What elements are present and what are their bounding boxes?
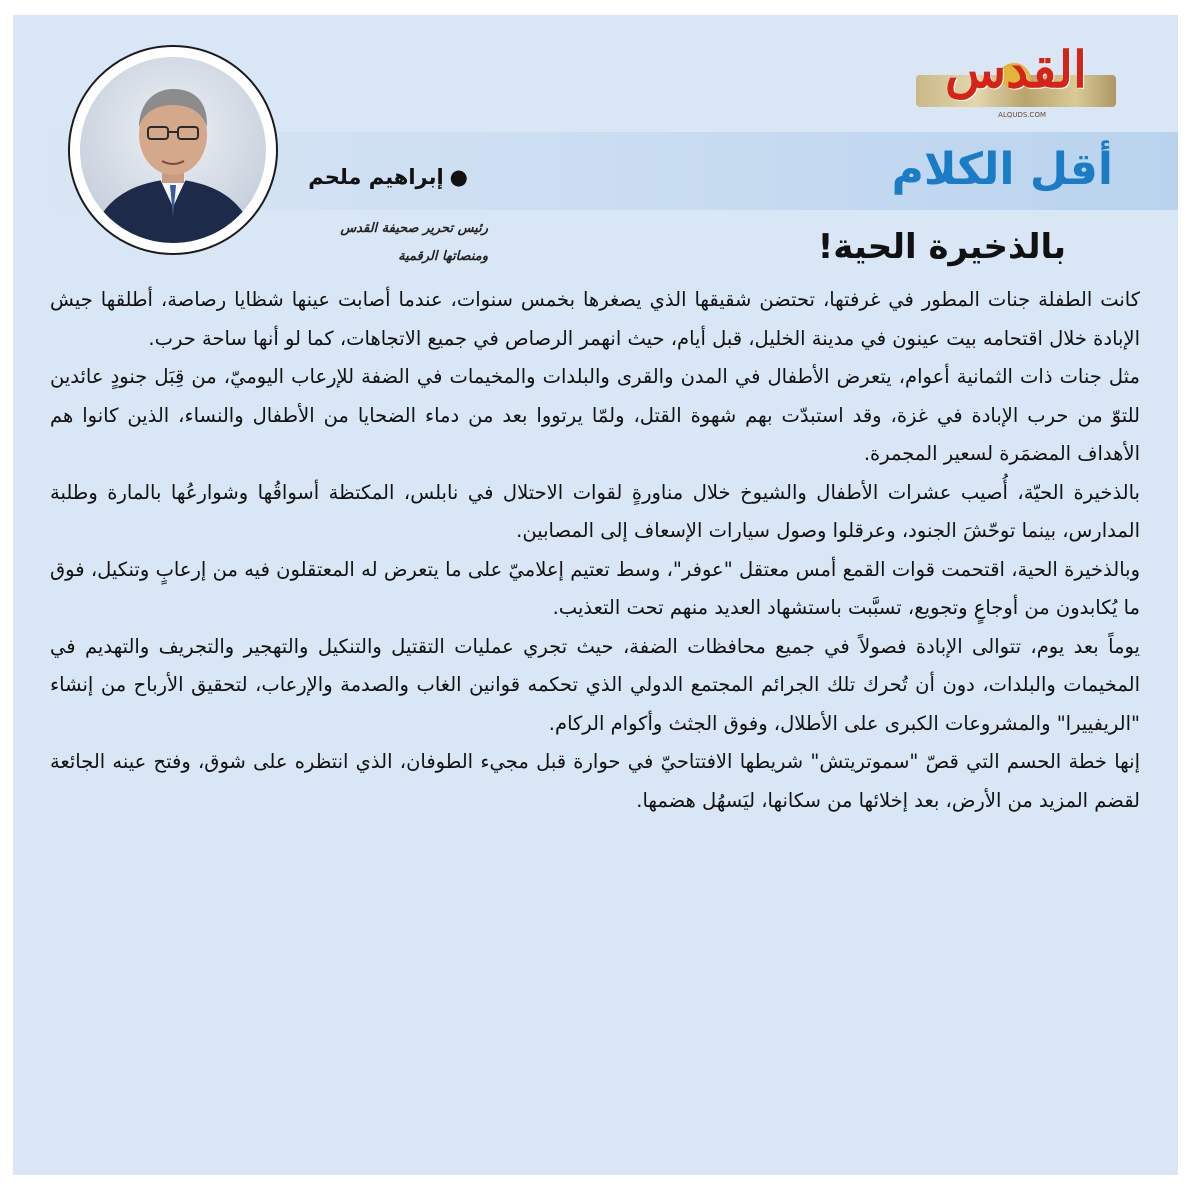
logo-url: ALQUDS.COM (998, 111, 1046, 119)
bullet-icon: ● (449, 165, 468, 189)
author-title-line: رئيس تحرير صحيفة القدس (340, 221, 488, 236)
author-name (308, 162, 468, 192)
logo-wordmark: القدس (945, 40, 1087, 99)
article-paragraph: يوماً بعد يوم، تتوالى الإبادة فصولاً في جميع محافظات الضفة، حيث تجري عمليات التقتيل والتنكيل والتهجير والتجريف والتهديم في المخيمات والبلدات، دون أن تُحرك تلك الجرائم المجتمع الدولي الذي تحكمه قوانين الغاب والصدمة والإرعاب، لتحقيق الأرباح من إنشاء "الريفييرا" والمشروعات الكبرى على الأطلال، وفوق الجثث وأكوام الركام. (50, 634, 1140, 735)
article-paragraph: بالذخيرة الحيّة، أُصيب عشرات الأطفال والشيوخ خلال مناورةٍ لقوات الاحتلال في نابلس، المكتظة أسواقُها وشوارعُها بالمارة وطلبة المدارس، بينما توحّشَ الجنود، وعرقلوا وصول سيارات الإسعاف إلى المصابين. (50, 480, 1140, 542)
author-name-text: إبراهيم ملحم (308, 165, 444, 189)
author-title-line: ومنصاتها الرقمية (398, 249, 488, 264)
article-paragraph: مثل جنات ذات الثمانية أعوام، يتعرض الأطفال في المدن والقرى والبلدات والمخيمات في الضفة للإرعاب اليوميّ، من قِبَل جنودٍ عائدين للتوّ من حرب الإبادة في غزة، وقد استبدّت بهم شهوة القتل، ولمّا يرتووا بعد من دماء الضحايا من الأطفال والنساء، الذين كانوا هم الأهداف المضمَرة لسعير المجمرة. (50, 365, 1140, 465)
section-title: أقل الكلام (891, 144, 1113, 195)
article-paragraph: وبالذخيرة الحية، اقتحمت قوات القمع أمس معتقل "عوفر"، وسط تعتيم إعلاميّ على ما يتعرض له المعتقلون فيه من إرعابٍ وتنكيل، فوق ما يُكابدون من أوجاعٍ وتجويع، تسبَّبت باستشهاد العديد منهم تحت التعذيب. (50, 557, 1140, 619)
article-paragraph: كانت الطفلة جنات المطور في غرفتها، تحتضن شقيقها الذي يصغرها بخمس سنوات، عندما أصابت عينها شظايا رصاصة، أطلقها جيش الإبادة خلال اقتحامه بيت عينون في مدينة الخليل، قبل أيام، حيث انهمر الرصاص في جميع الاتجاهات، كما لو أنها ساحة حرب. (50, 288, 1140, 350)
article-paragraph: إنها خطة الحسم التي قصّ "سموتريتش" شريطها الافتتاحيّ في حوارة قبل مجيء الطوفان، الذي انتظره على شوق، وفتح عينه الجائعة لقضم المزيد من الأرض، بعد إخلائها من سكانها، ليَسهُل هضمها. (50, 750, 1140, 812)
article-body (50, 281, 1140, 820)
masthead-logo (916, 35, 1116, 125)
article-headline: بالذخيرة الحية! (817, 227, 1066, 267)
newspaper-column (13, 15, 1178, 1175)
author-title (228, 215, 488, 271)
